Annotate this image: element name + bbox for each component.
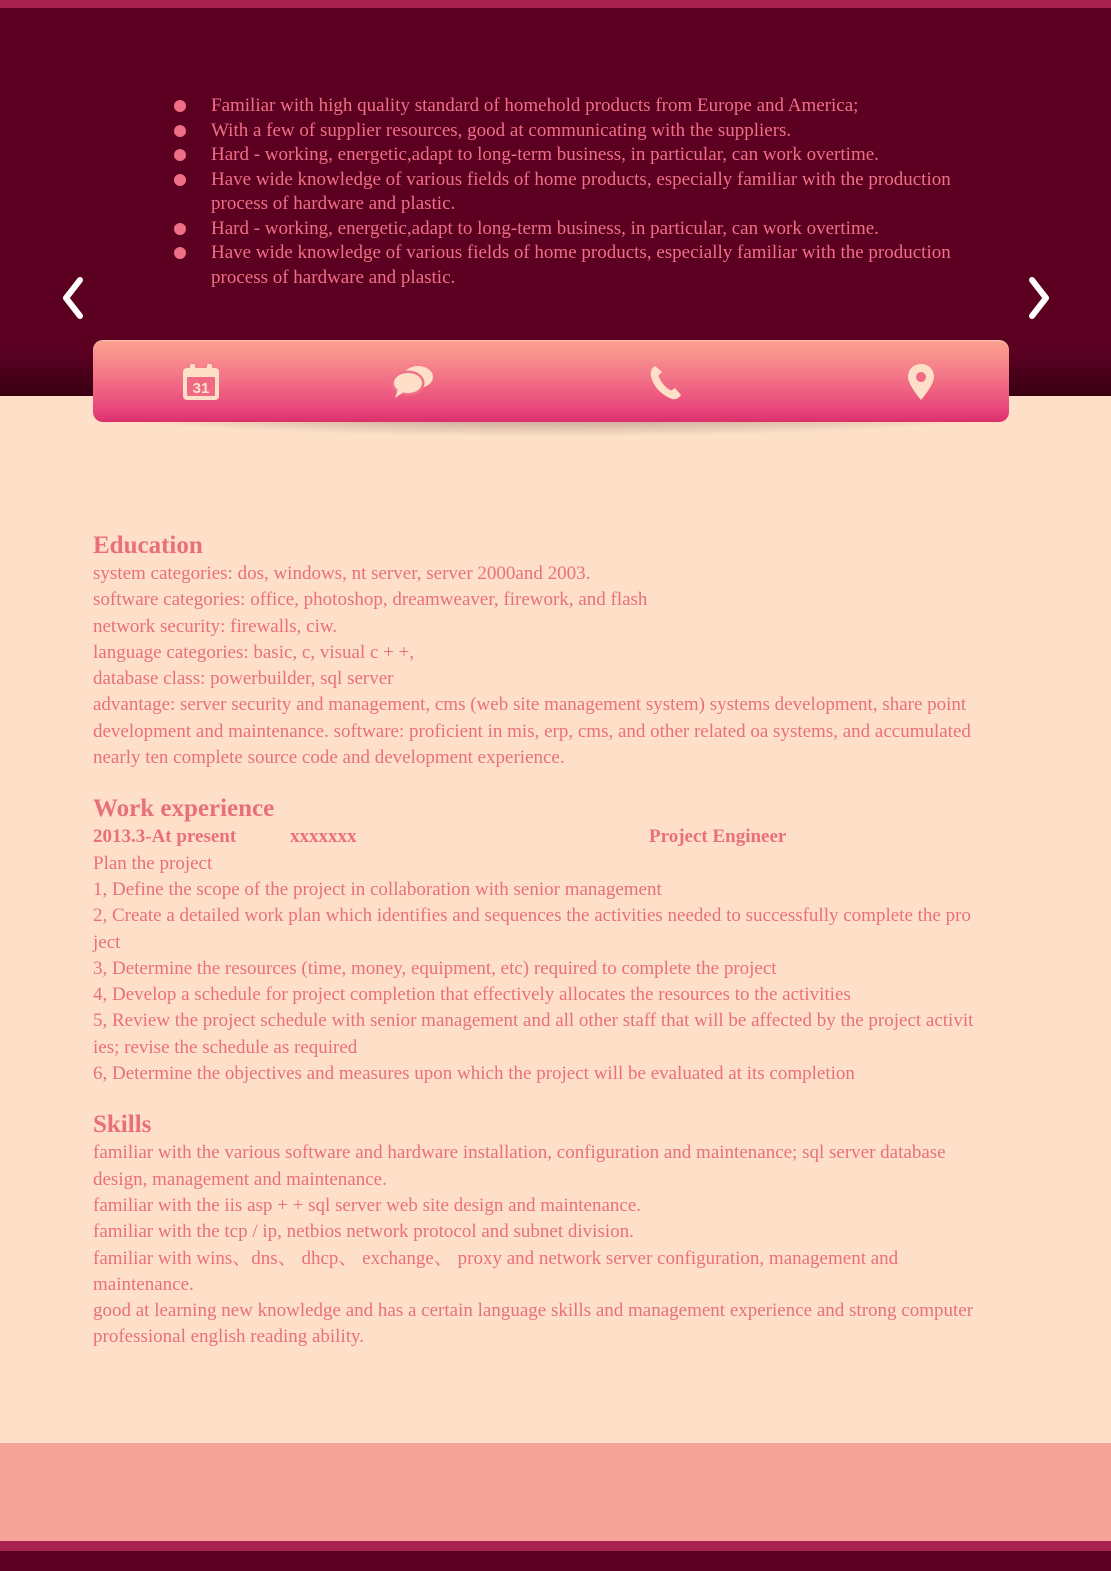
chat-icon[interactable]: [391, 362, 435, 402]
calendar-icon[interactable]: [179, 362, 223, 402]
chevron-right-icon[interactable]: [1026, 276, 1054, 320]
location-pin-icon[interactable]: [899, 362, 943, 402]
list-item: Hard - working, energetic,adapt to long-term business, in particular, can work overtime.: [173, 143, 973, 168]
skills-line: familiar with the iis asp + + sql server web site design and maintenance.: [93, 1194, 642, 1216]
work-line: ject: [93, 931, 121, 953]
list-item: Familiar with high quality standard of homehold products from Europe and America;: [173, 94, 973, 119]
work-line: 1, Define the scope of the project in collaboration with senior management: [93, 878, 662, 900]
job-position: Project Engineer: [649, 826, 787, 848]
contact-icon-bar: [93, 340, 1009, 422]
skills-line: familiar with wins、dns、 dhcp、 exchange、 proxy and network server configuration, management and: [93, 1247, 899, 1269]
list-item: With a few of supplier resources, good at communicating with the suppliers.: [173, 119, 973, 144]
education-line: development and maintenance. software: proficient in mis, erp, cms, and other related oa systems, and accumulated: [93, 720, 971, 742]
skills-line: familiar with the various software and hardware installation, configuration and maintenance; sql server database: [93, 1142, 946, 1164]
skills-line: design, management and maintenance.: [93, 1168, 387, 1190]
job-company: xxxxxxx: [290, 826, 357, 848]
work-line: 3, Determine the resources (time, money, equipment, etc) required to complete the project: [93, 957, 777, 979]
education-line: software categories: office, photoshop, dreamweaver, firework, and flash: [93, 589, 648, 611]
skills-line: good at learning new knowledge and has a certain language skills and management experience and strong computer: [93, 1300, 974, 1322]
work-experience-title: Work experience: [93, 795, 275, 823]
skills-line: professional english reading ability.: [93, 1326, 365, 1348]
list-item: Have wide knowledge of various fields of home products, especially familiar with the production process of hardware and plastic.: [173, 241, 973, 290]
work-line: 2, Create a detailed work plan which identifies and sequences the activities needed to successfully complete the pro: [93, 905, 971, 927]
education-line: advantage: server security and management, cms (web site management system) systems development, share point: [93, 694, 967, 716]
calendar-day: 31: [192, 380, 210, 397]
hero-bullet-list: [173, 94, 973, 290]
skills-title: Skills: [93, 1111, 152, 1139]
work-line: Plan the project: [93, 852, 213, 874]
education-line: system categories: dos, windows, nt server, server 2000and 2003.: [93, 563, 591, 584]
skills-line: maintenance.: [93, 1273, 194, 1295]
top-accent-strip: [0, 0, 1111, 8]
work-line: 6, Determine the objectives and measures upon which the project will be evaluated at its completion: [93, 1063, 855, 1085]
work-line: ies; revise the schedule as required: [93, 1036, 358, 1058]
resume-content: [93, 530, 1058, 1351]
footer-dark-strip: [0, 1551, 1111, 1571]
phone-icon[interactable]: [645, 362, 689, 402]
work-line: 4, Develop a schedule for project completion that effectively allocates the resources to the activities: [93, 984, 851, 1006]
list-item: Have wide knowledge of various fields of home products, especially familiar with the production process of hardware and plastic.: [173, 168, 973, 217]
hero-banner: [0, 8, 1111, 396]
education-title: Education: [93, 532, 203, 559]
skills-line: familiar with the tcp / ip, netbios network protocol and subnet division.: [93, 1221, 634, 1243]
education-line: database class: powerbuilder, sql server: [93, 668, 394, 690]
education-line: network security: firewalls, ciw.: [93, 615, 338, 637]
work-line: 5, Review the project schedule with senior management and all other staff that will be affected by the project activit: [93, 1010, 974, 1032]
education-line: nearly ten complete source code and development experience.: [93, 747, 565, 769]
job-header: [93, 824, 1058, 850]
education-line: language categories: basic, c, visual c + +,: [93, 641, 415, 663]
chevron-left-icon[interactable]: [58, 276, 86, 320]
list-item: Hard - working, energetic,adapt to long-term business, in particular, can work overtime.: [173, 217, 973, 242]
job-date: 2013.3-At present: [93, 826, 237, 848]
footer-accent-strip: [0, 1541, 1111, 1551]
footer-band: [0, 1443, 1111, 1541]
